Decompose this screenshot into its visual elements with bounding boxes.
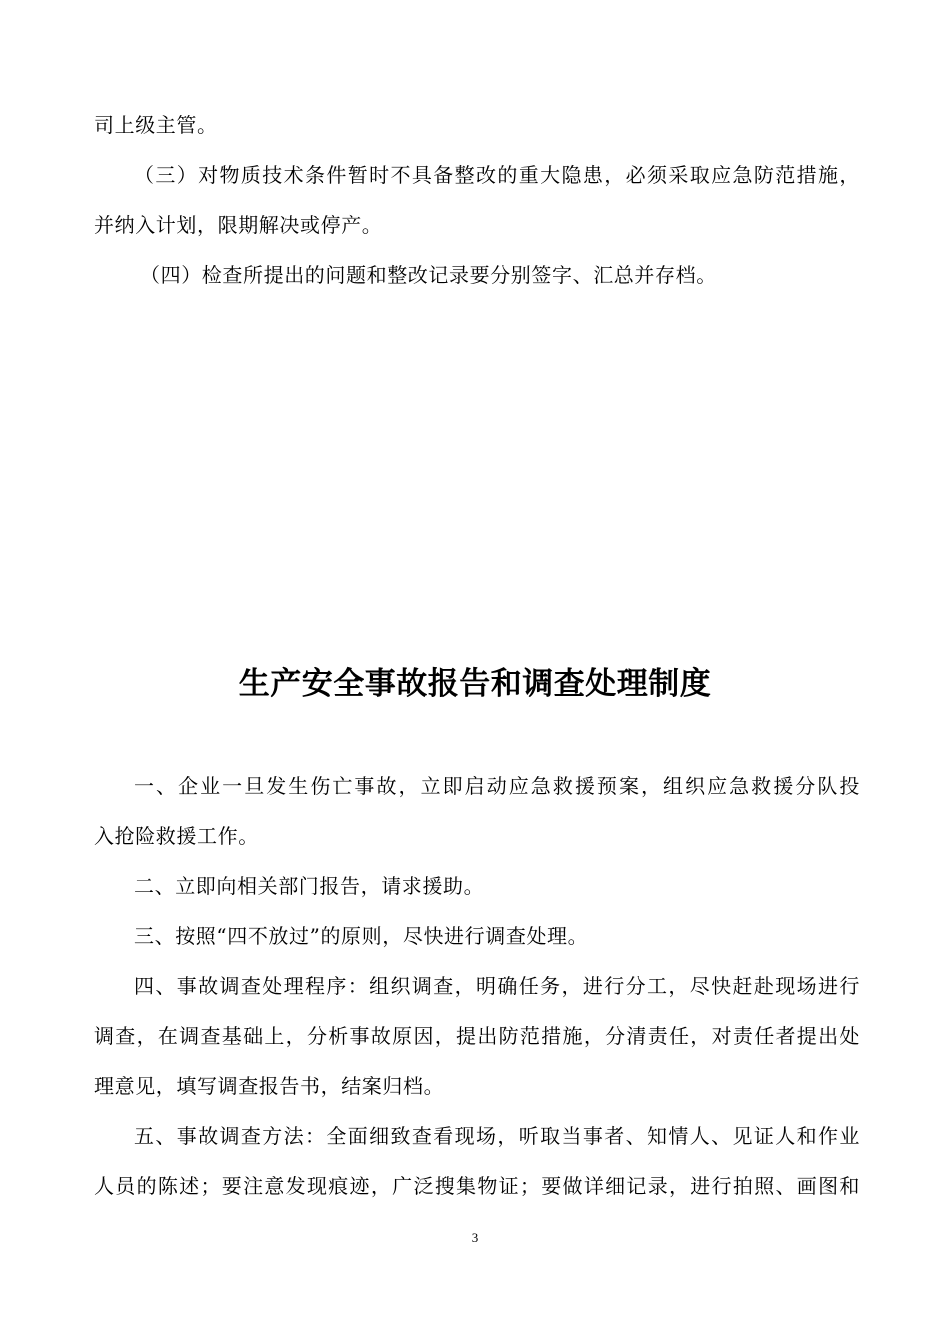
paragraph-line: 人员的陈述；要注意发现痕迹，广泛搜集物证；要做详细记录，进行拍照、画图和 xyxy=(94,1174,860,1198)
paragraph-line: 入抢险救援工作。 xyxy=(94,824,259,848)
paragraph-line: （三）对物质技术条件暂时不具备整改的重大隐患，必须采取应急防范措施， xyxy=(134,163,860,187)
paragraph-line: 司上级主管。 xyxy=(94,113,218,137)
paragraph-line: （四）检查所提出的问题和整改记录要分别签字、汇总并存档。 xyxy=(140,263,717,287)
paragraph-line: 三、按照“四不放过”的原则，尽快进行调查处理。 xyxy=(134,924,589,948)
paragraph-line: 理意见，填写调查报告书，结案归档。 xyxy=(94,1074,445,1098)
paragraph-line: 五、事故调查方法：全面细致查看现场，听取当事者、知情人、见证人和作业 xyxy=(134,1124,860,1148)
paragraph-line: 调查，在调查基础上，分析事故原因，提出防范措施，分清责任，对责任者提出处 xyxy=(94,1024,860,1048)
page-number: 3 xyxy=(471,1230,479,1245)
paragraph-line: 一、企业一旦发生伤亡事故，立即启动应急救援预案，组织应急救援分队投 xyxy=(134,774,860,798)
paragraph-line: 二、立即向相关部门报告，请求援助。 xyxy=(134,874,485,898)
paragraph-line: 四、事故调查处理程序：组织调查，明确任务，进行分工，尽快赶赴现场进行 xyxy=(134,974,860,998)
paragraph-line: 并纳入计划，限期解决或停产。 xyxy=(94,213,383,237)
section-title: 生产安全事故报告和调查处理制度 xyxy=(238,666,712,702)
